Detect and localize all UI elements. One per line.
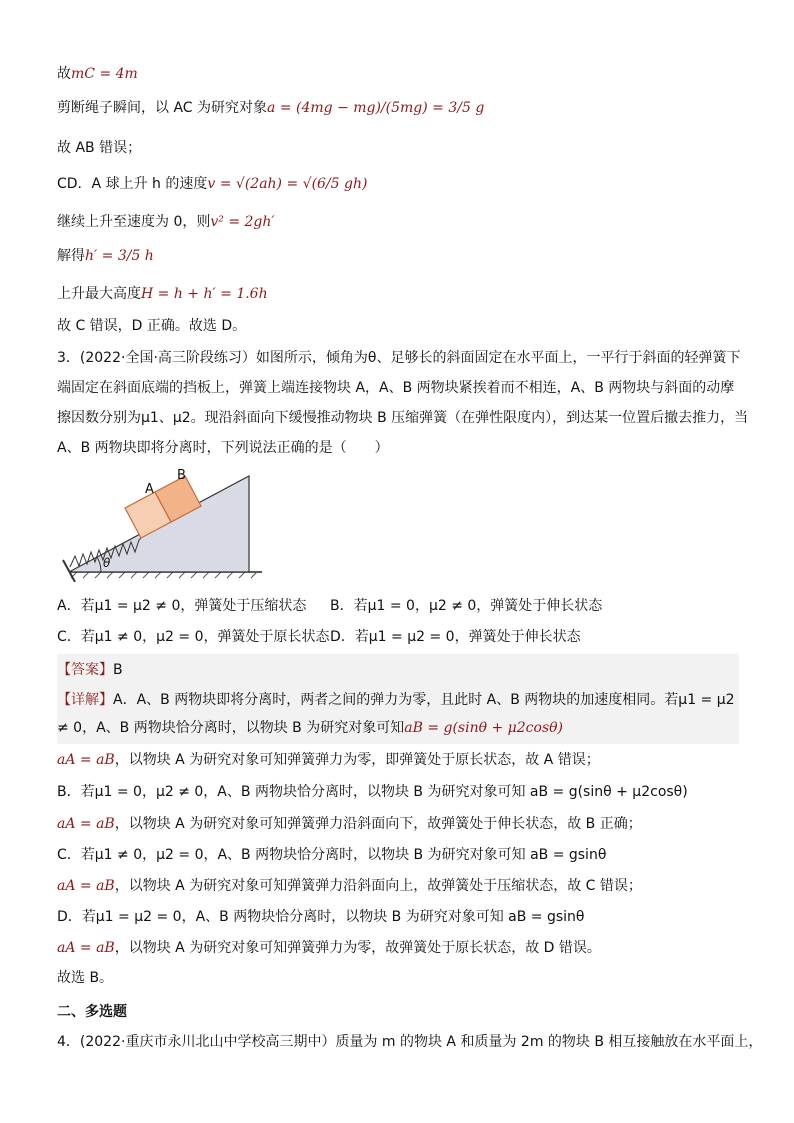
solution-line-4: CD．A 球上升 h 的速度v = √(2ah) = √(6/5 gh) — [57, 176, 368, 192]
q3-stem-line-4: A、B 两物块即将分离时，下列说法正确的是（ ） — [57, 440, 389, 456]
detail-line-5: aA = aB，以物块 A 为研究对象可知弹簧弹力沿斜面向下，故弹簧处于伸长状态，故 B 正确； — [57, 816, 642, 832]
detail-tag: 【详解】 — [57, 692, 113, 708]
block-b-label: B — [177, 468, 186, 483]
answer-line — [57, 660, 123, 680]
option-d: D．若μ1 = μ2 = 0，弹簧处于伸长状态 — [330, 629, 581, 645]
option-c: C．若μ1 ≠ 0，μ2 = 0，弹簧处于原长状态 — [57, 629, 330, 645]
detail-line-8: D．若μ1 = μ2 = 0，A、B 两物块恰分离时，以物块 B 为研究对象可知 aB = gsinθ — [57, 909, 585, 925]
math-velocity: v = √(2ah) = √(6/5 gh) — [207, 176, 368, 192]
solution-line-2: 剪断绳子瞬间，以 AC 为研究对象a = (4mg − mg)/(5mg) = 3/5 g — [57, 100, 485, 116]
math-h-prime: h′ = 3/5 h — [85, 248, 154, 264]
block-a-label: A — [145, 482, 154, 497]
angle-theta-label: θ — [103, 556, 111, 570]
solution-line-1: 故mC = 4m — [57, 66, 138, 82]
detail-line-3: aA = aB，以物块 A 为研究对象可知弹簧弹力为零，即弹簧处于原长状态，故 A 错误； — [57, 752, 600, 768]
math-acceleration: a = (4mg − mg)/(5mg) = 3/5 g — [267, 100, 485, 116]
math-max-height: H = h + h′ = 1.6h — [141, 286, 268, 302]
incline-figure — [57, 464, 267, 582]
solution-line-8: 故 C 错误，D 正确。故选 D。 — [57, 318, 247, 334]
detail-line-6: C．若μ1 ≠ 0，μ2 = 0，A、B 两物块恰分离时，以物块 B 为研究对象可知 aB = gsinθ — [57, 847, 607, 863]
conclusion: 故选 B。 — [57, 970, 114, 986]
section-heading: 二、多选题 — [57, 1004, 127, 1020]
solution-line-6: 解得h′ = 3/5 h — [57, 248, 154, 264]
answer-tag: 【答案】 — [57, 662, 113, 678]
math-mc: mC = 4m — [71, 66, 138, 82]
option-b: B．若μ1 = 0，μ2 ≠ 0，弹簧处于伸长状态 — [330, 598, 603, 614]
solution-line-7: 上升最大高度H = h + h′ = 1.6h — [57, 286, 268, 302]
q3-stem-line-1: 3．(2022·全国·高三阶段练习）如图所示，倾角为θ、足够长的斜面固定在水平面上，一平行于斜面的轻弹簧下 — [57, 350, 741, 366]
detail-line-9: aA = aB，以物块 A 为研究对象可知弹簧弹力为零，故弹簧处于原长状态，故 D 错误。 — [57, 940, 601, 956]
q3-stem-line-3: 擦因数分别为μ1、μ2。现沿斜面向下缓慢推动物块 B 压缩弹簧（在弹性限度内），到达某一位置后撤去推力，当 — [57, 410, 749, 426]
detail-line-1: 【详解】A．A、B 两物块即将分离时，两者之间的弹力为零，且此时 A、B 两物块的加速度相同。若μ1 = μ2 — [57, 692, 735, 708]
detail-line-7: aA = aB，以物块 A 为研究对象可知弹簧弹力沿斜面向上，故弹簧处于压缩状态，故 C 错误； — [57, 878, 642, 894]
ground-hatch — [71, 572, 257, 578]
q3-stem-line-2: 端固定在斜面底端的挡板上，弹簧上端连接物块 A，A、B 两物块紧挨着而不相连，A、B 两物块与斜面的动摩 — [57, 380, 735, 396]
math-ab-case-a: aB = g(sinθ + μ2cosθ) — [404, 720, 564, 736]
answer-value: B — [113, 662, 123, 678]
solution-line-5: 继续上升至速度为 0，则v² = 2gh′ — [57, 214, 275, 230]
detail-line-2: ≠ 0，A、B 两物块恰分离时，以物块 B 为研究对象可知aB = g(sinθ + μ2cosθ) — [57, 720, 564, 736]
q4-stem: 4．(2022·重庆市永川北山中学校高三期中）质量为 m 的物块 A 和质量为 2m 的物块 B 相互接触放在水平面上， — [57, 1034, 763, 1050]
detail-line-4: B．若μ1 = 0，μ2 ≠ 0，A、B 两物块恰分离时，以物块 B 为研究对象可知 aB = g(sinθ + μ2cosθ) — [57, 784, 688, 800]
math-v-squared: v² = 2gh′ — [210, 214, 275, 230]
option-a: A．若μ1 = μ2 ≠ 0，弹簧处于压缩状态 — [57, 598, 307, 614]
solution-line-3: 故 AB 错误； — [57, 140, 142, 156]
